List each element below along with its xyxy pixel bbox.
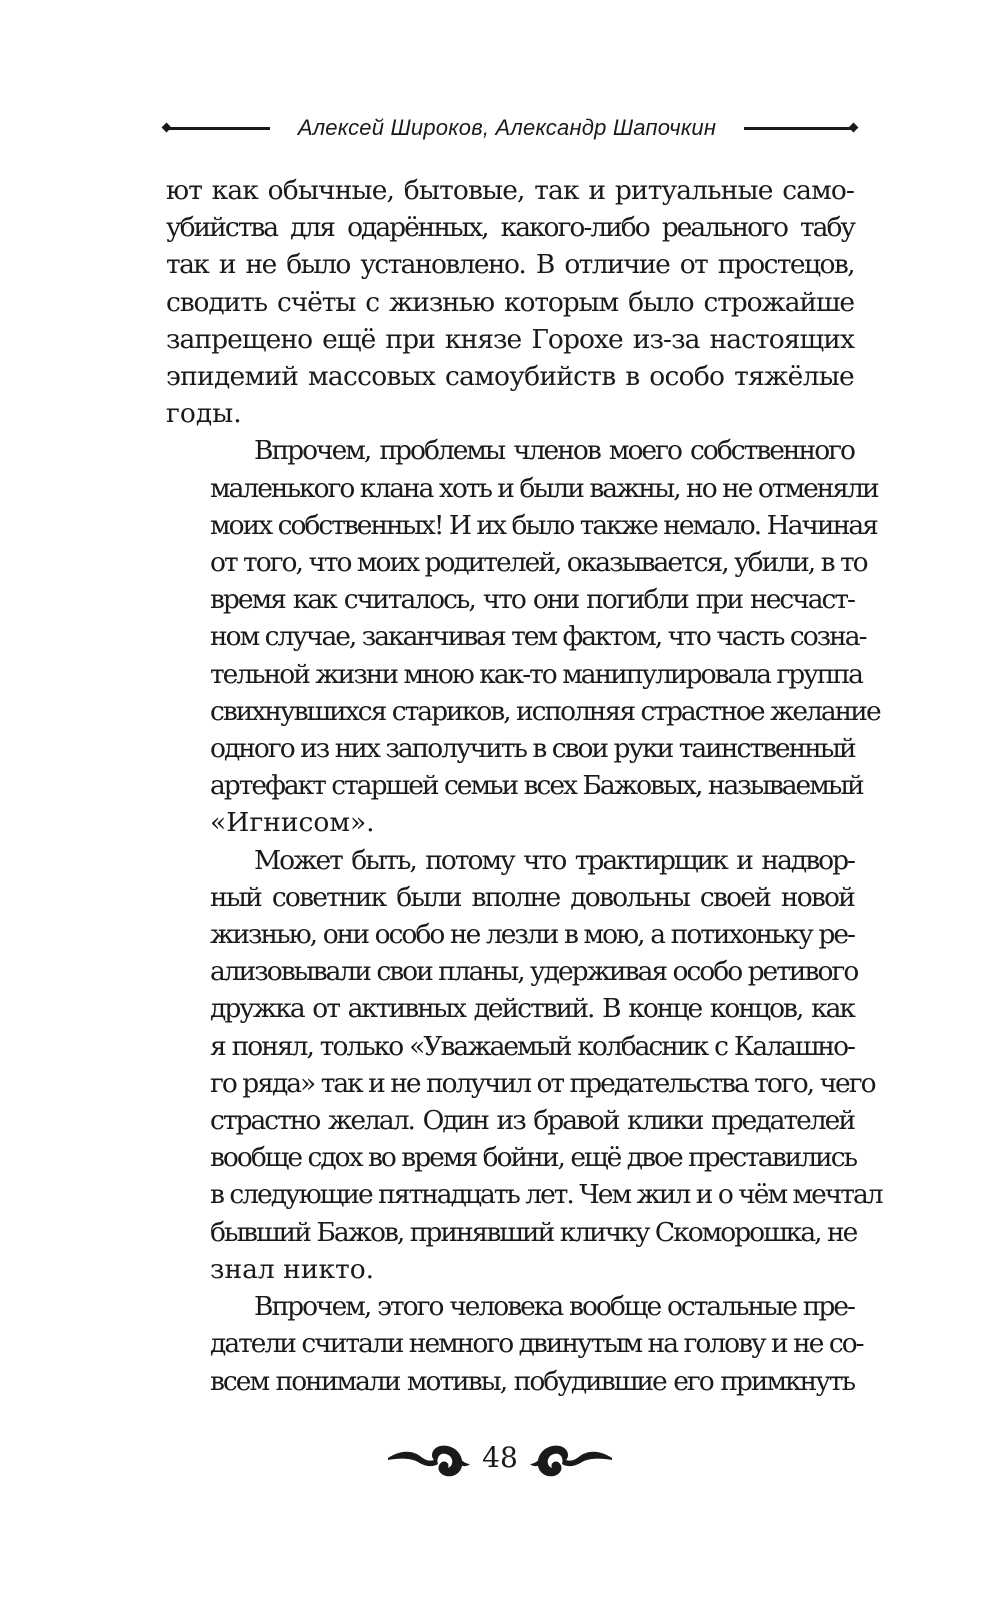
paragraph (166, 1288, 863, 1400)
text-line: от того, что моих родителей, оказывается, убили, в то (210, 547, 867, 579)
text-line: Может быть, потому что трактирщик и надвор- (254, 844, 854, 876)
text-line: ном случае, заканчивая тем фактом, что часть созна- (210, 621, 866, 653)
text-line: в следующие пятнадцать лет. Чем жил и о чём мечтал (210, 1179, 882, 1211)
text-line: «Игнисом». (210, 807, 375, 839)
text-line: датели считали немного двинутым на голову и не со- (210, 1328, 863, 1360)
paragraph (166, 842, 882, 1288)
running-header-title: Алексей Широков, Александр Шапочкин (297, 115, 717, 140)
text-line: моих собственных! И их было также немало. Начиная (210, 509, 877, 541)
text-line: запрещено ещё при князе Горохе из-за настоящих (166, 323, 854, 355)
running-header (166, 108, 854, 148)
text-line: годы. (166, 398, 242, 430)
header-rule-left (166, 127, 270, 130)
text-line: Впрочем, проблемы членов моего собственного (254, 435, 854, 467)
text-line: убийства для одарённых, какого-либо реального табу (166, 212, 854, 244)
scroll-ornament-left-icon (386, 1436, 472, 1480)
header-rule-left-diamond (162, 122, 172, 132)
text-line: всем понимали мотивы, побудившие его примкнуть (210, 1365, 854, 1397)
paragraph (166, 172, 854, 432)
header-rule-right-diamond (849, 122, 859, 132)
text-line: маленького клана хоть и были важны, но не отменяли (210, 472, 878, 504)
text-line: я понял, только «Уважаемый колбасник с Калашно- (210, 1030, 854, 1062)
text-line: эпидемий массовых самоубийств в особо тяжёлые (166, 361, 854, 393)
page-folio (0, 1428, 1000, 1488)
text-line: одного из них заполучить в свои руки таинственный (210, 733, 855, 765)
text-line: ализовывали свои планы, удерживая особо ретивого (210, 956, 858, 988)
text-line: го ряда» так и не получил от предательства того, чего (210, 1067, 875, 1099)
text-line: жизнью, они особо не лезли в мою, а потихоньку ре- (210, 919, 854, 951)
text-line: свихнувшихся стариков, исполняя страстное желание (210, 695, 880, 727)
text-line: так и не было установлено. В отличие от простецов, (166, 249, 854, 281)
scroll-ornament-right-icon (528, 1436, 614, 1480)
text-line: вообще сдох во время бойни, ещё двое преставились (210, 1142, 857, 1174)
text-line: страстно желал. Один из бравой клики предателей (210, 1105, 854, 1137)
paragraph (166, 432, 880, 841)
text-line: ный советник были вполне довольны своей новой (210, 881, 854, 913)
text-line: время как считалось, что они погибли при несчаст- (210, 584, 854, 616)
text-line: сводить счёты с жизнью которым было строжайше (166, 286, 854, 318)
text-line: знал никто. (210, 1253, 375, 1285)
header-rule-right (744, 127, 854, 130)
text-line: бывший Бажов, принявший кличку Скоморошка, не (210, 1216, 857, 1248)
text-line: дружка от активных действий. В конце концов, как (210, 993, 854, 1025)
page-body-text (166, 172, 882, 1400)
page-number: 48 (482, 1441, 518, 1474)
text-line: Впрочем, этого человека вообще остальные пре- (254, 1291, 854, 1323)
text-line: артефакт старшей семьи всех Бажовых, называемый (210, 770, 863, 802)
text-line: ют как обычные, бытовые, так и ритуальные само- (166, 175, 854, 206)
text-line: тельной жизни мною как-то манипулировала группа (210, 658, 862, 690)
